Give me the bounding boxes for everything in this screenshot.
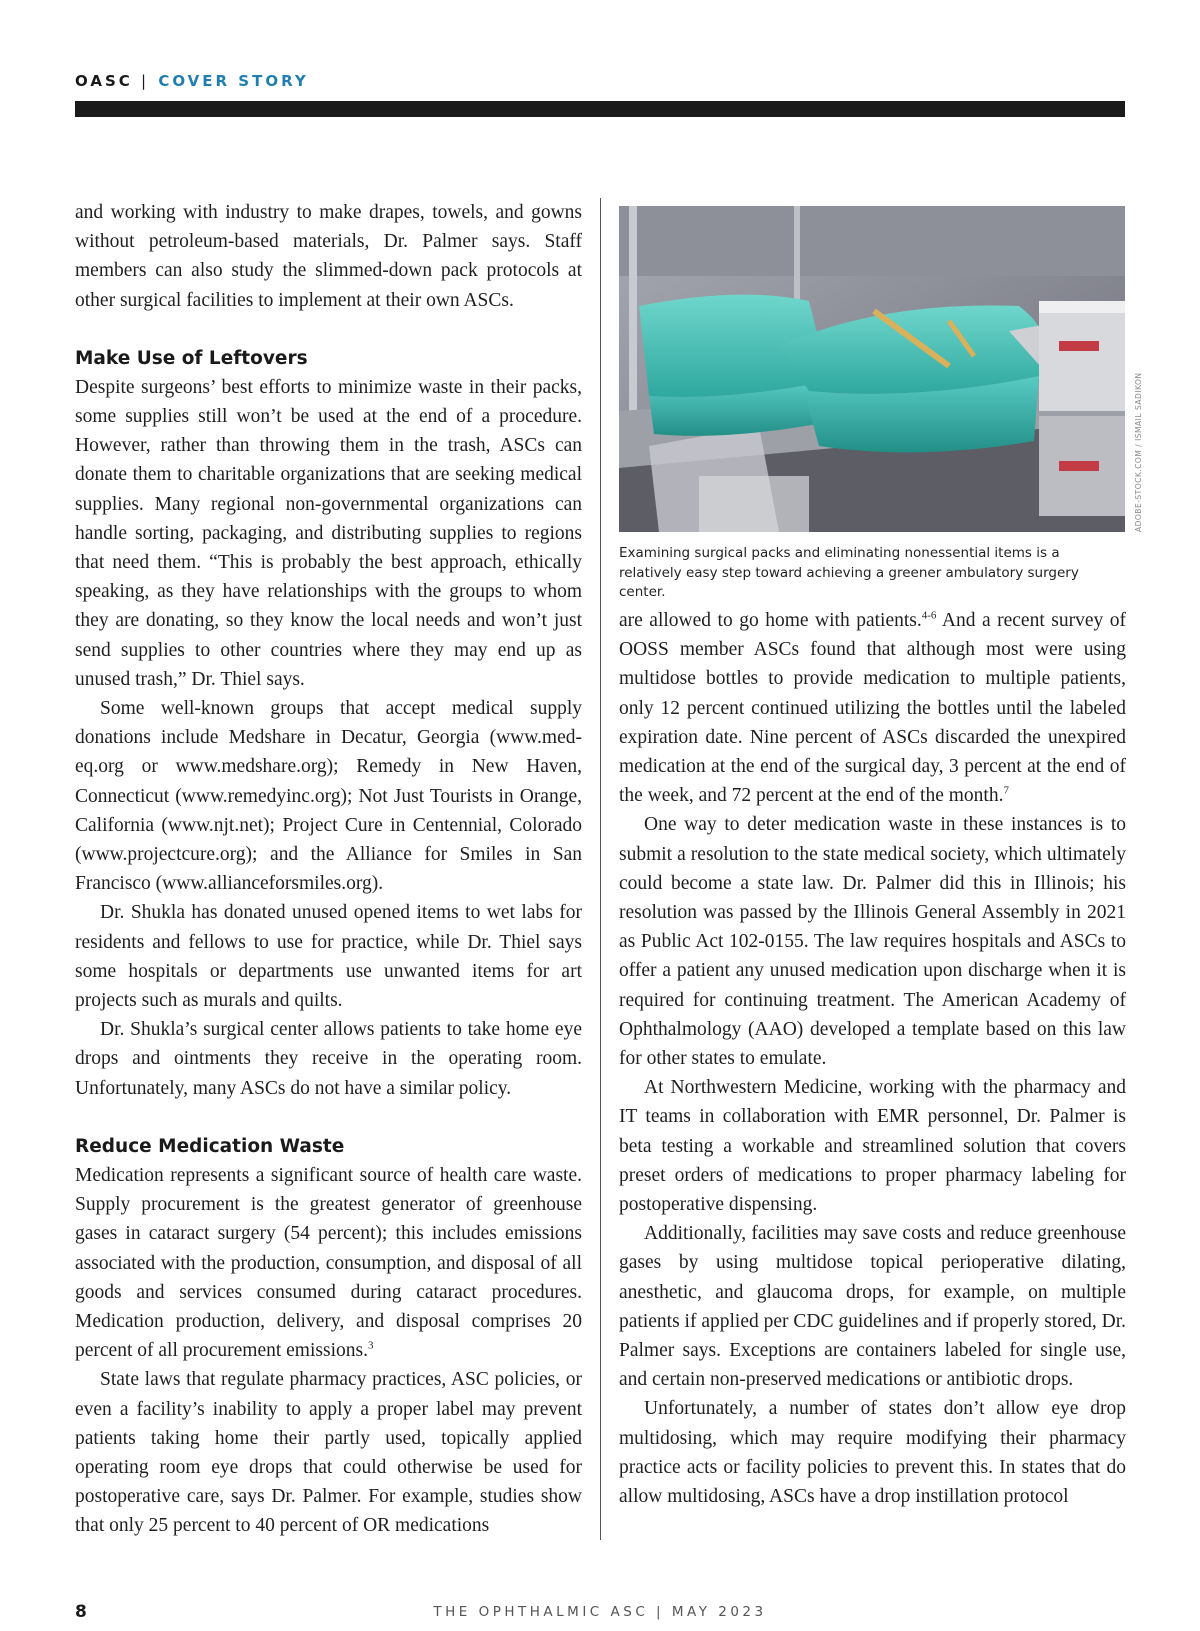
photo-credit-text: ADOBE-STOCK.COM / ISMAIL SADIKON: [1134, 372, 1143, 532]
column-divider: [600, 198, 601, 1540]
right-column: [619, 606, 1126, 1541]
paragraph: At Northwestern Medicine, working with the pharmacy and IT teams in collaboration with EMR personnel, Dr. Palmer is beta testing a workable and streamlined solution that covers preset orders of medications to proper pharmacy labeling for postoperative dispensing.: [619, 1077, 1126, 1216]
reference-superscript: 3: [367, 1339, 374, 1352]
paragraph: One way to deter medication waste in these instances is to submit a resolution to the state medical society, which ultimately could become a state law. Dr. Palmer did this in Illinois; his resolution was passed by the Illinois General Assembly in 2021 as Public Act 102-0155. The law requires hospitals and ASCs to offer a patient any unused medication upon discharge when it is required for continuing treatment. The American Academy of Ophthalmology (AAO) developed a template based on this law for other states to emulate.: [619, 814, 1126, 1070]
section-heading: Make Use of Leftovers: [75, 347, 308, 369]
paragraph-text: are allowed to go home with patients.: [619, 610, 922, 631]
publication-line: THE OPHTHALMIC ASC | MAY 2023: [433, 1604, 767, 1620]
paragraph: Dr. Shukla’s surgical center allows patients to take home eye drops and ointments they receive in the operating room. Unfortunately, many ASCs do not have a similar policy.: [75, 1019, 582, 1099]
reference-superscript: 7: [1003, 784, 1009, 797]
paragraph-text: And a recent survey of OOSS member ASCs found that although most were using multidose bottles to provide medication to multiple patients, only 12 percent continued utilizing the bottles until the labeled expiration date. Nine percent of ASCs discarded the unexpired medication at the end of the surgical day, 3 percent at the end of the week, and 72 percent at the end of the month.: [619, 610, 1126, 807]
paragraph: Dr. Shukla has donated unused opened items to wet labs for residents and fellows to use for practice, while Dr. Thiel says some hospitals or departments use unwanted items for art projects such as murals and quilts.: [75, 902, 582, 1012]
header-section: COVER STORY: [158, 72, 309, 90]
paragraph: Some well-known groups that accept medical supply donations include Medshare in Decatur, Georgia (www.med-eq.org or www.medshare.org); Remedy in New Haven, Connecticut (www.remedyinc.org); Not Just Tourists in Orange, California (www.njt.net); Project Cure in Centennial, Colorado (www.projectcure.org); and the Alliance for Smiles in San Francisco (www.allianceforsmiles.org).: [75, 698, 582, 895]
photo-caption: Examining surgical packs and eliminating nonessential items is a relatively easy step toward achieving a greener ambulatory surgery center.: [619, 545, 1079, 600]
header-brand: OASC: [75, 72, 133, 90]
photo-credit: [1134, 372, 1144, 532]
paragraph: State laws that regulate pharmacy practices, ASC policies, or even a facility’s inability to apply a proper label may prevent patients taking home their partly used, topically applied operating room eye drops that could otherwise be used for postoperative care, says Dr. Palmer. For example, studies show that only 25 percent to 40 percent of OR medications: [75, 1369, 582, 1537]
paragraph: [619, 606, 1126, 810]
header-separator: |: [141, 72, 147, 90]
surgical-packs-photo: [619, 206, 1125, 532]
page-number: 8: [75, 1602, 87, 1622]
running-header: [75, 72, 309, 90]
paragraph-text: Medication represents a significant source of health care waste. Supply procurement is the greatest generator of greenhouse gases in cataract surgery (54 percent); this includes emissions associated with the production, consumption, and disposal of all goods and services consumed during cataract procedures. Medication production, delivery, and disposal comprises 20 percent of all procurement emissions.: [75, 1164, 582, 1362]
header-rule: [75, 101, 1125, 117]
section-heading: Reduce Medication Waste: [75, 1135, 345, 1157]
paragraph: Despite surgeons’ best efforts to minimize waste in their packs, some supplies still won’t be used at the end of a procedure. However, rather than throwing them in the trash, ASCs can donate them to charitable organizations that are seeking medical supplies. Many regional non-governmental organizations can handle sorting, packaging, and distributing supplies to regions that need them. “This is probably the best approach, ethically speaking, as they have relationships with the groups to whom they are donating, so they know the local needs and won’t just send supplies to other countries where they may end up as unused trash,” Dr. Thiel says.: [75, 376, 582, 690]
paragraph: [75, 1161, 582, 1365]
paragraph: Additionally, facilities may save costs and reduce greenhouse gases by using multidose topical perioperative dilating, anesthetic, and glaucoma drops, for example, on multiple patients if applied per CDC guidelines and if properly stored, Dr. Palmer says. Exceptions are containers labeled for single use, and certain non-preserved medications or antibiotic drops.: [619, 1223, 1126, 1391]
reference-superscript: 4-6: [921, 609, 937, 622]
paragraph: and working with industry to make drapes, towels, and gowns without petroleum-based materials, Dr. Palmer says. Staff members can also study the slimmed-down pack protocols at other surgical facilities to implement at their own ASCs.: [75, 202, 582, 311]
paragraph: Unfortunately, a number of states don’t allow eye drop multidosing, which may require modifying their pharmacy practice acts or facility policies to prevent this. In states that do allow multidosing, ASCs have a drop instillation protocol: [619, 1398, 1126, 1508]
left-column: [75, 198, 582, 1541]
